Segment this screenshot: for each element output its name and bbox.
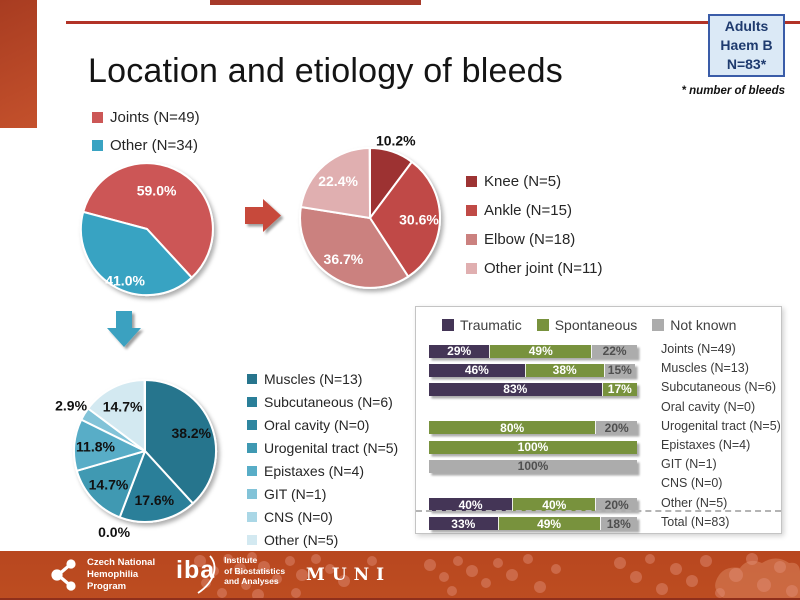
cns-n-0-swatch bbox=[247, 512, 257, 522]
pie-joints-label-ankle-n-15: 30.6% bbox=[399, 211, 439, 228]
spontaneous-segment: 17% bbox=[602, 383, 637, 396]
joints-n-49-swatch bbox=[92, 112, 103, 123]
spontaneous-swatch bbox=[537, 319, 549, 331]
arrow-down-icon bbox=[107, 311, 141, 347]
bar-row-label: Total (N=83) bbox=[661, 514, 730, 529]
cnhp-line-3: Program bbox=[87, 581, 127, 592]
pattern-dot bbox=[700, 555, 712, 567]
bar-row-label: Muscles (N=13) bbox=[661, 361, 749, 376]
bar-row-subcutaneous-n-6 bbox=[429, 380, 777, 397]
cnhp-line-2: Hemophilia bbox=[87, 569, 139, 580]
bar-row-muscles-n-13 bbox=[429, 361, 749, 378]
git-n-1-swatch bbox=[247, 489, 257, 499]
pattern-dot bbox=[534, 581, 546, 593]
bar-legend-item-traumatic bbox=[442, 317, 522, 333]
bar-stack-total-n-83 bbox=[429, 517, 637, 530]
pattern-dot bbox=[686, 575, 698, 587]
iba-wordmark: iba bbox=[176, 556, 215, 585]
badge-line-1: Adults bbox=[724, 18, 769, 34]
knee-n-5-swatch bbox=[466, 176, 477, 187]
spontaneous-segment: 40% bbox=[512, 498, 595, 511]
arrow-right-icon bbox=[245, 199, 281, 232]
pattern-dot bbox=[424, 559, 436, 571]
bar-row-joints-n-49 bbox=[429, 342, 736, 358]
bar-row-total-n-83 bbox=[429, 514, 730, 531]
epistaxes-n-4-swatch bbox=[247, 466, 257, 476]
bar-row-label: Joints (N=49) bbox=[661, 342, 736, 356]
legend-item-ankle-n-15 bbox=[466, 202, 603, 219]
bar-row-label: Subcutaneous (N=6) bbox=[661, 380, 777, 395]
legend-label: CNS (N=0) bbox=[264, 509, 333, 525]
legend-joints bbox=[466, 173, 603, 277]
bar-row-git-n-1 bbox=[429, 457, 717, 474]
pattern-dot bbox=[551, 564, 561, 574]
pattern-dot bbox=[774, 561, 786, 573]
bar-row-other-n-5 bbox=[429, 495, 728, 512]
legend-label: Other joint (N=11) bbox=[484, 260, 603, 277]
pie-other-label-other-n-5: 14.7% bbox=[102, 398, 143, 415]
bar-legend-label: Not known bbox=[670, 317, 737, 333]
not-known-segment: 100% bbox=[429, 460, 637, 473]
cnhp-line-1: Czech National bbox=[87, 557, 156, 568]
traumatic-segment: 40% bbox=[429, 498, 512, 511]
spontaneous-segment: 100% bbox=[429, 441, 637, 454]
pie-other-label-oral-cavity-n-0: 0.0% bbox=[98, 523, 131, 540]
pattern-dot bbox=[614, 557, 626, 569]
pattern-dot bbox=[656, 583, 668, 595]
pattern-dot bbox=[285, 556, 295, 566]
oral-cavity-n-0-swatch bbox=[247, 420, 257, 430]
badge-line-3: N=83* bbox=[726, 56, 767, 72]
traumatic-segment: 33% bbox=[429, 517, 498, 530]
legend-item-other-joint-n-11 bbox=[466, 260, 603, 277]
pattern-dot bbox=[311, 554, 321, 564]
pie-other-label-epistaxes-n-4: 11.8% bbox=[76, 438, 115, 455]
pattern-dot bbox=[439, 572, 449, 582]
legend-item-other-n-34 bbox=[92, 137, 200, 154]
legend-item-subcutaneous-n-6 bbox=[247, 394, 398, 410]
legend-label: Ankle (N=15) bbox=[484, 202, 572, 219]
legend-label: GIT (N=1) bbox=[264, 486, 327, 502]
spontaneous-segment: 80% bbox=[429, 421, 595, 434]
iba-logo bbox=[176, 555, 285, 587]
bar-row-label: Urogenital tract (N=5) bbox=[661, 418, 781, 433]
spontaneous-segment: 49% bbox=[498, 517, 600, 530]
pattern-dot bbox=[252, 589, 264, 600]
pie-joints-label-elbow-n-18: 36.7% bbox=[323, 251, 364, 268]
not-known-segment: 22% bbox=[591, 345, 637, 358]
bar-stack-muscles-n-13 bbox=[429, 364, 635, 377]
legend-item-knee-n-5 bbox=[466, 173, 603, 190]
pattern-dot bbox=[670, 563, 682, 575]
subcutaneous-n-6-swatch bbox=[247, 397, 257, 407]
legend-label: Subcutaneous (N=6) bbox=[264, 394, 393, 410]
spontaneous-segment: 49% bbox=[489, 345, 591, 358]
pie-other-label-subcutaneous-n-6: 17.6% bbox=[134, 491, 175, 508]
etiology-panel bbox=[415, 306, 782, 534]
bar-stack-urogenital-tract-n-5 bbox=[429, 421, 637, 434]
not-known-segment: 20% bbox=[595, 498, 637, 511]
bar-row-label: Oral cavity (N=0) bbox=[661, 399, 756, 414]
cnhp-logo bbox=[50, 557, 155, 593]
traumatic-swatch bbox=[442, 319, 454, 331]
other-n-5-swatch bbox=[247, 535, 257, 545]
pattern-dot bbox=[746, 553, 758, 565]
legend-item-git-n-1 bbox=[247, 486, 398, 502]
other-n-34-swatch bbox=[92, 140, 103, 151]
pattern-dot bbox=[466, 565, 478, 577]
bar-stack-subcutaneous-n-6 bbox=[429, 383, 637, 396]
bar-legend-label: Traumatic bbox=[460, 317, 522, 333]
legend-label: Oral cavity (N=0) bbox=[264, 417, 370, 433]
pie-other-label-git-n-1: 2.9% bbox=[55, 397, 88, 414]
muscles-n-13-swatch bbox=[247, 374, 257, 384]
pie-joints-label-knee-n-5: 10.2% bbox=[375, 132, 416, 149]
pattern-dot bbox=[523, 554, 533, 564]
traumatic-segment: 29% bbox=[429, 345, 489, 358]
legend-item-joints-n-49 bbox=[92, 109, 200, 126]
bar-legend-item-not-known bbox=[652, 317, 736, 333]
not-known-segment: 15% bbox=[604, 364, 635, 377]
pattern-dot bbox=[729, 568, 743, 582]
legend-overall bbox=[92, 109, 200, 154]
pattern-dot bbox=[757, 578, 771, 592]
iba-line-3: and Analyses bbox=[224, 576, 279, 586]
legend-label: Elbow (N=18) bbox=[484, 231, 576, 248]
pattern-dot bbox=[447, 586, 457, 596]
bar-row-label: Epistaxes (N=4) bbox=[661, 438, 751, 452]
bar-row-label: GIT (N=1) bbox=[661, 457, 717, 472]
bar-row-epistaxes-n-4 bbox=[429, 438, 751, 454]
legend-label: Knee (N=5) bbox=[484, 173, 562, 190]
traumatic-segment: 83% bbox=[429, 383, 602, 396]
legend-label: Other (N=5) bbox=[264, 532, 339, 548]
legend-other bbox=[247, 371, 398, 548]
traumatic-segment: 46% bbox=[429, 364, 525, 377]
iba-line-2: of Biostatistics bbox=[224, 565, 286, 576]
legend-label: Muscles (N=13) bbox=[264, 371, 363, 387]
bar-stack-epistaxes-n-4 bbox=[429, 441, 637, 454]
bar-row-label: Other (N=5) bbox=[661, 495, 728, 510]
pie-overall-label-joints-n-49: 59.0% bbox=[136, 182, 177, 199]
pattern-dot bbox=[786, 585, 798, 597]
legend-item-epistaxes-n-4 bbox=[247, 463, 398, 479]
pie-other-label-urogenital-tract-n-5: 14.7% bbox=[88, 476, 129, 493]
pattern-dot bbox=[506, 569, 518, 581]
not-known-segment: 18% bbox=[600, 517, 637, 530]
population-badge bbox=[708, 14, 785, 77]
pattern-dot bbox=[630, 571, 642, 583]
legend-item-muscles-n-13 bbox=[247, 371, 398, 387]
legend-item-urogenital-tract-n-5 bbox=[247, 440, 398, 456]
not-known-segment: 20% bbox=[595, 421, 637, 434]
molecule-icon bbox=[50, 557, 80, 593]
legend-item-elbow-n-18 bbox=[466, 231, 603, 248]
pattern-dot bbox=[481, 578, 491, 588]
pattern-dot bbox=[645, 554, 655, 564]
bar-stack-git-n-1 bbox=[429, 460, 637, 473]
legend-label: Joints (N=49) bbox=[110, 109, 200, 126]
iba-orbit-icon bbox=[170, 553, 222, 595]
pattern-dot bbox=[715, 588, 725, 598]
legend-item-other-n-5 bbox=[247, 532, 398, 548]
ankle-n-15-swatch bbox=[466, 205, 477, 216]
bar-stack-joints-n-49 bbox=[429, 345, 637, 358]
legend-label: Other (N=34) bbox=[110, 137, 198, 154]
pattern-dot bbox=[453, 556, 463, 566]
badge-line-2: Haem B bbox=[720, 37, 773, 53]
elbow-n-18-swatch bbox=[466, 234, 477, 245]
pattern-dot bbox=[291, 588, 301, 598]
footer bbox=[0, 551, 800, 600]
bar-legend-label: Spontaneous bbox=[554, 317, 638, 333]
bar-row-label: CNS (N=0) bbox=[661, 476, 723, 491]
pie-other-label-muscles-n-13: 38.2% bbox=[171, 425, 212, 441]
iba-line-1: Institute bbox=[224, 555, 258, 565]
bar-row-urogenital-tract-n-5 bbox=[429, 418, 781, 435]
legend-label: Epistaxes (N=4) bbox=[264, 463, 364, 479]
pie-joints-label-other-joint-n-11: 22.4% bbox=[318, 172, 358, 189]
other-joint-n-11-swatch bbox=[466, 263, 477, 274]
urogenital-tract-n-5-swatch bbox=[247, 443, 257, 453]
pattern-dot bbox=[493, 558, 503, 568]
total-separator bbox=[416, 510, 781, 512]
bar-legend-item-spontaneous bbox=[537, 317, 638, 333]
page-title: Location and etiology of bleeds bbox=[88, 52, 563, 90]
not-known-swatch bbox=[652, 319, 664, 331]
spontaneous-segment: 38% bbox=[525, 364, 604, 377]
pie-overall-label-other-n-34: 41.0% bbox=[105, 272, 145, 289]
footnote: * number of bleeds bbox=[681, 85, 785, 97]
legend-item-cns-n-0 bbox=[247, 509, 398, 525]
bar-legend bbox=[442, 317, 736, 333]
legend-item-oral-cavity-n-0 bbox=[247, 417, 398, 433]
legend-label: Urogenital tract (N=5) bbox=[264, 440, 399, 456]
muni-logo: MUNI bbox=[306, 565, 392, 585]
